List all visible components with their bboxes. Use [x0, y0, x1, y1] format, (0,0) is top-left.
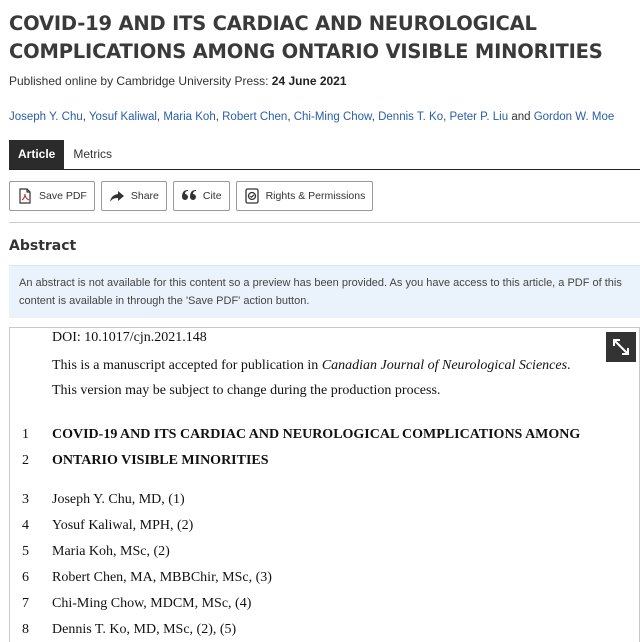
expand-icon: [611, 337, 631, 357]
pdf-line-text: COVID-19 AND ITS CARDIAC AND NEUROLOGICAL COMPLICATIONS AMONG: [52, 427, 581, 442]
pdf-line-text: Dennis T. Ko, MD, MSc, (2), (5): [52, 622, 237, 637]
author-and: and: [511, 111, 531, 123]
pdf-line-text: Chi-Ming Chow, MDCM, MSc, (4): [52, 596, 252, 611]
author-link[interactable]: Gordon W. Moe: [533, 111, 615, 123]
section-divider: [9, 222, 640, 223]
pdf-line-number: 8: [22, 622, 29, 637]
pdf-line-text: Yosuf Kaliwal, MPH, (2): [52, 518, 194, 533]
abstract-notice: An abstract is not available for this content so a preview has been provided. As you have access to this article, a PDF of this content is available in through the 'Save PDF' action button.: [9, 265, 640, 318]
quote-icon: [181, 188, 197, 204]
author-link[interactable]: Dennis T. Ko: [378, 111, 444, 123]
article-tabs: [9, 140, 640, 170]
pdf-line-number: 5: [22, 544, 29, 559]
author-link[interactable]: Robert Chen: [222, 111, 288, 123]
pdf-line-number: 4: [22, 518, 29, 533]
pdf-line-text: ONTARIO VISIBLE MINORITIES: [52, 453, 269, 468]
pdf-line-text: Joseph Y. Chu, MD, (1): [52, 492, 185, 507]
pdf-change-notice: This version may be subject to change during the production process.: [52, 383, 441, 398]
article-toolbar: [9, 181, 373, 211]
rights-label: Rights & Permissions: [265, 190, 366, 202]
pdf-line-text: Maria Koh, MSc, (2): [52, 544, 170, 559]
save-pdf-button[interactable]: [9, 181, 95, 211]
author-list: Joseph Y. Chu, Yosuf Kaliwal, Maria Koh, Robert Chen, Chi-Ming Chow, Dennis T. Ko, Peter P. Liu and Gordon W. Moe: [9, 111, 615, 123]
pdf-line-text: Robert Chen, MA, MBBChir, MSc, (3): [52, 570, 272, 585]
pdf-file-icon: [17, 188, 33, 204]
tab-article[interactable]: Article: [9, 140, 64, 169]
pdf-line-number: 1: [22, 427, 29, 442]
expand-fullscreen-button[interactable]: [606, 332, 636, 362]
published-date: 24 June 2021: [271, 74, 347, 88]
pdf-journal-name: Canadian Journal of Neurological Sciences: [321, 358, 568, 373]
author-link[interactable]: Maria Koh: [163, 111, 216, 123]
cite-label: Cite: [202, 190, 222, 202]
author-link[interactable]: Joseph Y. Chu: [9, 111, 83, 123]
author-link[interactable]: Chi-Ming Chow: [293, 111, 372, 123]
pdf-doi: DOI: 10.1017/cjn.2021.148: [52, 330, 207, 345]
pdf-accepted-line: This is a manuscript accepted for publication in Canadian Journal of Neurological Sciences.: [52, 358, 571, 373]
pdf-preview[interactable]: [9, 327, 640, 642]
tab-metrics[interactable]: Metrics: [73, 147, 113, 161]
pdf-line-number: 6: [22, 570, 29, 585]
share-label: Share: [130, 190, 159, 202]
permissions-badge-icon: [244, 188, 260, 204]
abstract-heading: Abstract: [9, 238, 77, 254]
author-link[interactable]: Yosuf Kaliwal: [88, 111, 157, 123]
rights-permissions-button[interactable]: [236, 181, 374, 211]
cite-button[interactable]: [173, 181, 230, 211]
article-title: COVID-19 AND ITS CARDIAC AND NEUROLOGICAL COMPLICATIONS AMONG ONTARIO VISIBLE MINORITIES: [9, 12, 603, 63]
share-button[interactable]: [101, 181, 167, 211]
pdf-line-number: 3: [22, 492, 29, 507]
share-arrow-icon: [109, 188, 125, 204]
published-line: [9, 74, 347, 88]
save-pdf-label: Save PDF: [39, 190, 87, 202]
pdf-line-number: 7: [22, 596, 29, 611]
pdf-line-number: 2: [22, 453, 29, 468]
published-prefix: Published online by Cambridge University Press:: [9, 74, 269, 88]
author-link[interactable]: Peter P. Liu: [449, 111, 509, 123]
